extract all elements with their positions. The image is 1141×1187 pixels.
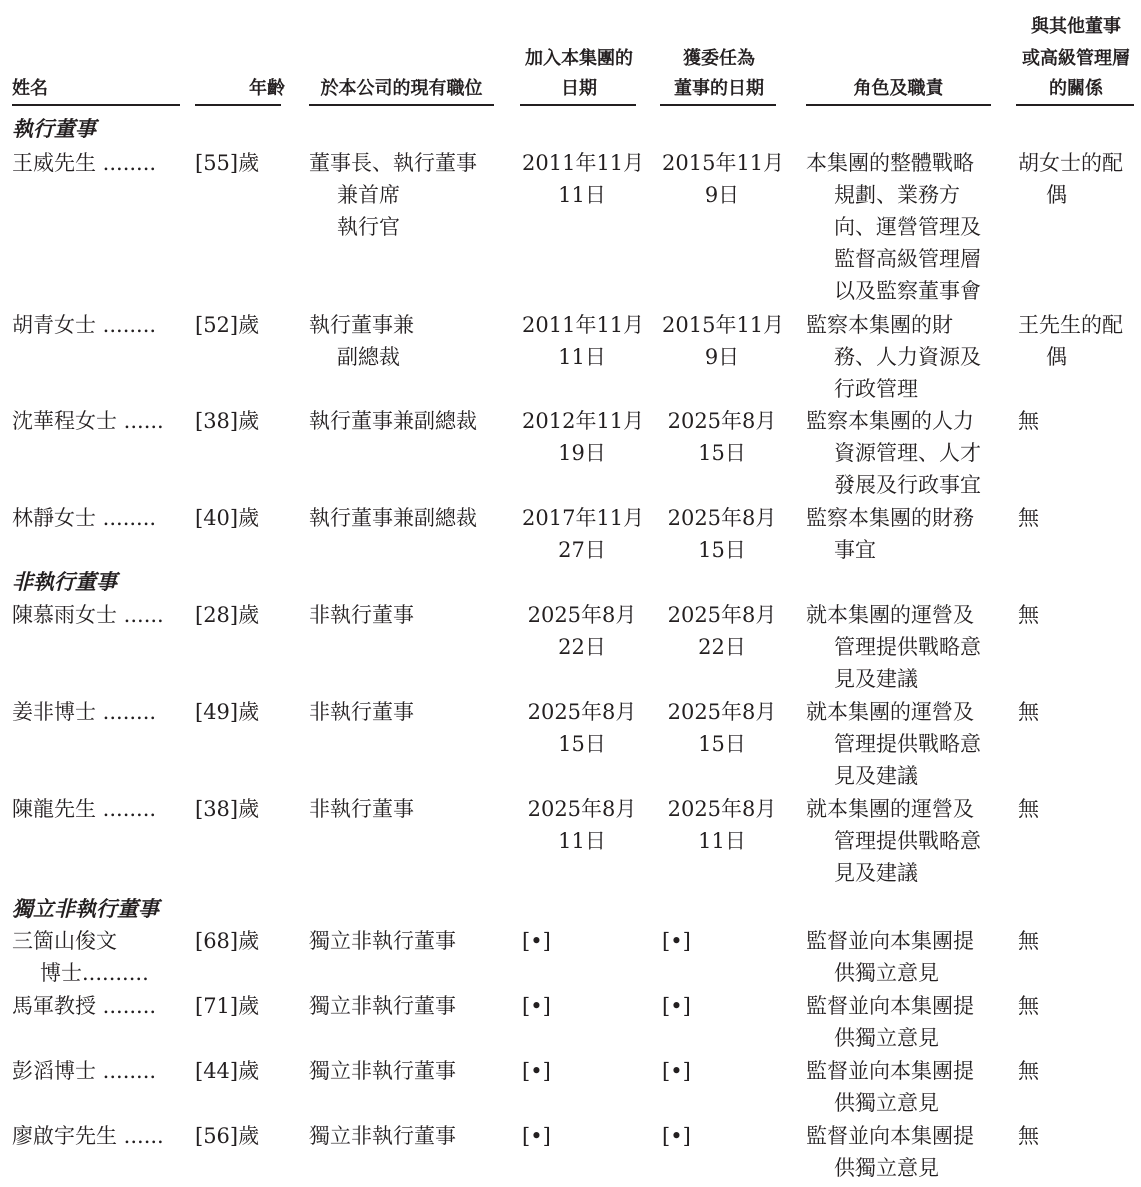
- appointment-date: 2025年8月: [667, 506, 777, 530]
- section-heading: 執行董事: [12, 116, 96, 141]
- role-responsibilities: 供獨立意見: [834, 1156, 939, 1180]
- director-position: 副總裁: [337, 345, 400, 369]
- director-name: 彭滔博士 ........: [12, 1059, 157, 1083]
- role-responsibilities: 見及建議: [834, 764, 918, 788]
- role-responsibilities: 以及監察董事會: [834, 279, 981, 303]
- director-name: 廖啟宇先生 ......: [12, 1124, 164, 1148]
- director-position: 獨立非執行董事: [309, 929, 456, 953]
- header-relation-line3: 的關係: [1049, 78, 1103, 99]
- header-underline: [195, 104, 281, 106]
- join-date: 27日: [558, 538, 606, 562]
- director-name: 三箇山俊文: [12, 929, 117, 953]
- join-date: 2017年11月: [522, 506, 645, 530]
- role-responsibilities: 供獨立意見: [834, 1091, 939, 1115]
- role-responsibilities: 管理提供戰略意: [834, 635, 981, 659]
- header-join-date-line1: 加入本集團的: [525, 48, 633, 69]
- director-name: 陳龍先生 ........: [12, 797, 157, 821]
- header-join-date-line2: 日期: [561, 78, 597, 99]
- relationship: 無: [1018, 409, 1039, 433]
- header-appt-date-line2: 董事的日期: [674, 78, 764, 99]
- relationship: 無: [1018, 994, 1039, 1018]
- role-responsibilities: 行政管理: [834, 377, 918, 401]
- relationship: 無: [1018, 797, 1039, 821]
- role-responsibilities: 本集團的整體戰略: [806, 151, 974, 175]
- appointment-date: [•]: [662, 1059, 691, 1083]
- director-name: 馬軍教授 ........: [12, 994, 157, 1018]
- role-responsibilities: 就本集團的運營及: [806, 603, 974, 627]
- relationship: 無: [1018, 603, 1039, 627]
- role-responsibilities: 監察本集團的人力: [806, 409, 974, 433]
- director-age: [28]歲: [195, 603, 260, 627]
- appointment-date: 15日: [698, 441, 746, 465]
- director-age: [38]歲: [195, 797, 260, 821]
- role-responsibilities: 管理提供戰略意: [834, 732, 981, 756]
- director-name: 沈華程女士 ......: [12, 409, 164, 433]
- appointment-date: 15日: [698, 538, 746, 562]
- header-underline: [1016, 104, 1134, 106]
- director-position: 執行董事兼: [309, 313, 414, 337]
- relationship: 胡女士的配: [1018, 151, 1123, 175]
- director-position: 非執行董事: [309, 797, 414, 821]
- role-responsibilities: 監察本集團的財務: [806, 506, 974, 530]
- director-name: 陳慕雨女士 ......: [12, 603, 164, 627]
- director-age: [71]歲: [195, 994, 260, 1018]
- join-date: [•]: [522, 929, 551, 953]
- director-name: 博士..........: [40, 961, 149, 985]
- appointment-date: 2025年8月: [667, 700, 777, 724]
- join-date: 11日: [558, 183, 606, 207]
- director-age: [40]歲: [195, 506, 260, 530]
- director-name: 王威先生 ........: [12, 151, 157, 175]
- section-heading: 非執行董事: [12, 569, 117, 594]
- director-position: 董事長、執行董事: [309, 151, 477, 175]
- director-age: [52]歲: [195, 313, 260, 337]
- appointment-date: 9日: [704, 183, 740, 207]
- appointment-date: [•]: [662, 929, 691, 953]
- role-responsibilities: 規劃、業務方: [834, 183, 960, 207]
- header-underline: [520, 104, 636, 106]
- header-underline: [309, 104, 494, 106]
- director-age: [56]歲: [195, 1124, 260, 1148]
- join-date: 15日: [558, 732, 606, 756]
- relationship: 無: [1018, 1124, 1039, 1148]
- join-date: 2025年8月: [527, 797, 637, 821]
- relationship: 偶: [1046, 345, 1067, 369]
- header-name: 姓名: [12, 78, 48, 99]
- director-position: 兼首席: [337, 183, 400, 207]
- header-position: 於本公司的現有職位: [320, 78, 483, 99]
- director-position: 執行董事兼副總裁: [309, 409, 477, 433]
- join-date: 2011年11月: [522, 151, 645, 175]
- section-heading: 獨立非執行董事: [12, 896, 159, 921]
- relationship: 王先生的配: [1018, 313, 1123, 337]
- join-date: 11日: [558, 345, 606, 369]
- header-underline: [806, 104, 991, 106]
- join-date: 22日: [558, 635, 606, 659]
- director-name: 胡青女士 ........: [12, 313, 157, 337]
- role-responsibilities: 管理提供戰略意: [834, 829, 981, 853]
- role-responsibilities: 供獨立意見: [834, 961, 939, 985]
- appointment-date: [•]: [662, 994, 691, 1018]
- relationship: 無: [1018, 1059, 1039, 1083]
- role-responsibilities: 監督並向本集團提: [806, 1059, 974, 1083]
- director-position: 執行官: [337, 215, 400, 239]
- role-responsibilities: 監督並向本集團提: [806, 994, 974, 1018]
- director-name: 姜非博士 ........: [12, 700, 157, 724]
- join-date: 2011年11月: [522, 313, 645, 337]
- join-date: 2025年8月: [527, 603, 637, 627]
- appointment-date: 15日: [698, 732, 746, 756]
- role-responsibilities: 監督並向本集團提: [806, 929, 974, 953]
- role-responsibilities: 務、人力資源及: [834, 345, 981, 369]
- header-role: 角色及職責: [853, 78, 944, 99]
- join-date: 2012年11月: [522, 409, 645, 433]
- header-underline: [12, 104, 180, 106]
- role-responsibilities: 見及建議: [834, 667, 918, 691]
- join-date: [•]: [522, 994, 551, 1018]
- director-age: [55]歲: [195, 151, 260, 175]
- header-relation-line2: 或高級管理層: [1022, 48, 1130, 69]
- relationship: 無: [1018, 929, 1039, 953]
- relationship: 偶: [1046, 183, 1067, 207]
- header-age: 年齡: [249, 78, 285, 99]
- join-date: 19日: [558, 441, 606, 465]
- header-relation-line1: 與其他董事: [1031, 16, 1121, 37]
- role-responsibilities: 見及建議: [834, 861, 918, 885]
- role-responsibilities: 資源管理、人才: [834, 441, 981, 465]
- join-date: 11日: [558, 829, 606, 853]
- role-responsibilities: 發展及行政事宜: [834, 473, 981, 497]
- relationship: 無: [1018, 506, 1039, 530]
- director-position: 非執行董事: [309, 700, 414, 724]
- director-position: 執行董事兼副總裁: [309, 506, 477, 530]
- header-underline: [660, 104, 776, 106]
- role-responsibilities: 監督並向本集團提: [806, 1124, 974, 1148]
- header-appt-date-line1: 獲委任為: [683, 48, 755, 69]
- appointment-date: 2015年11月: [662, 313, 785, 337]
- role-responsibilities: 監督高級管理層: [834, 247, 981, 271]
- director-age: [68]歲: [195, 929, 260, 953]
- appointment-date: 2015年11月: [662, 151, 785, 175]
- appointment-date: 11日: [698, 829, 746, 853]
- director-position: 獨立非執行董事: [309, 1124, 456, 1148]
- director-age: [44]歲: [195, 1059, 260, 1083]
- join-date: [•]: [522, 1124, 551, 1148]
- appointment-date: 2025年8月: [667, 603, 777, 627]
- appointment-date: [•]: [662, 1124, 691, 1148]
- role-responsibilities: 監察本集團的財: [806, 313, 953, 337]
- director-name: 林靜女士 ........: [12, 506, 157, 530]
- director-position: 非執行董事: [309, 603, 414, 627]
- appointment-date: 22日: [698, 635, 746, 659]
- relationship: 無: [1018, 700, 1039, 724]
- director-age: [49]歲: [195, 700, 260, 724]
- join-date: 2025年8月: [527, 700, 637, 724]
- director-position: 獨立非執行董事: [309, 1059, 456, 1083]
- role-responsibilities: 就本集團的運營及: [806, 797, 974, 821]
- appointment-date: 9日: [704, 345, 740, 369]
- role-responsibilities: 向、運營管理及: [834, 215, 981, 239]
- director-position: 獨立非執行董事: [309, 994, 456, 1018]
- appointment-date: 2025年8月: [667, 797, 777, 821]
- appointment-date: 2025年8月: [667, 409, 777, 433]
- director-age: [38]歲: [195, 409, 260, 433]
- role-responsibilities: 事宜: [834, 538, 876, 562]
- join-date: [•]: [522, 1059, 551, 1083]
- role-responsibilities: 供獨立意見: [834, 1026, 939, 1050]
- role-responsibilities: 就本集團的運營及: [806, 700, 974, 724]
